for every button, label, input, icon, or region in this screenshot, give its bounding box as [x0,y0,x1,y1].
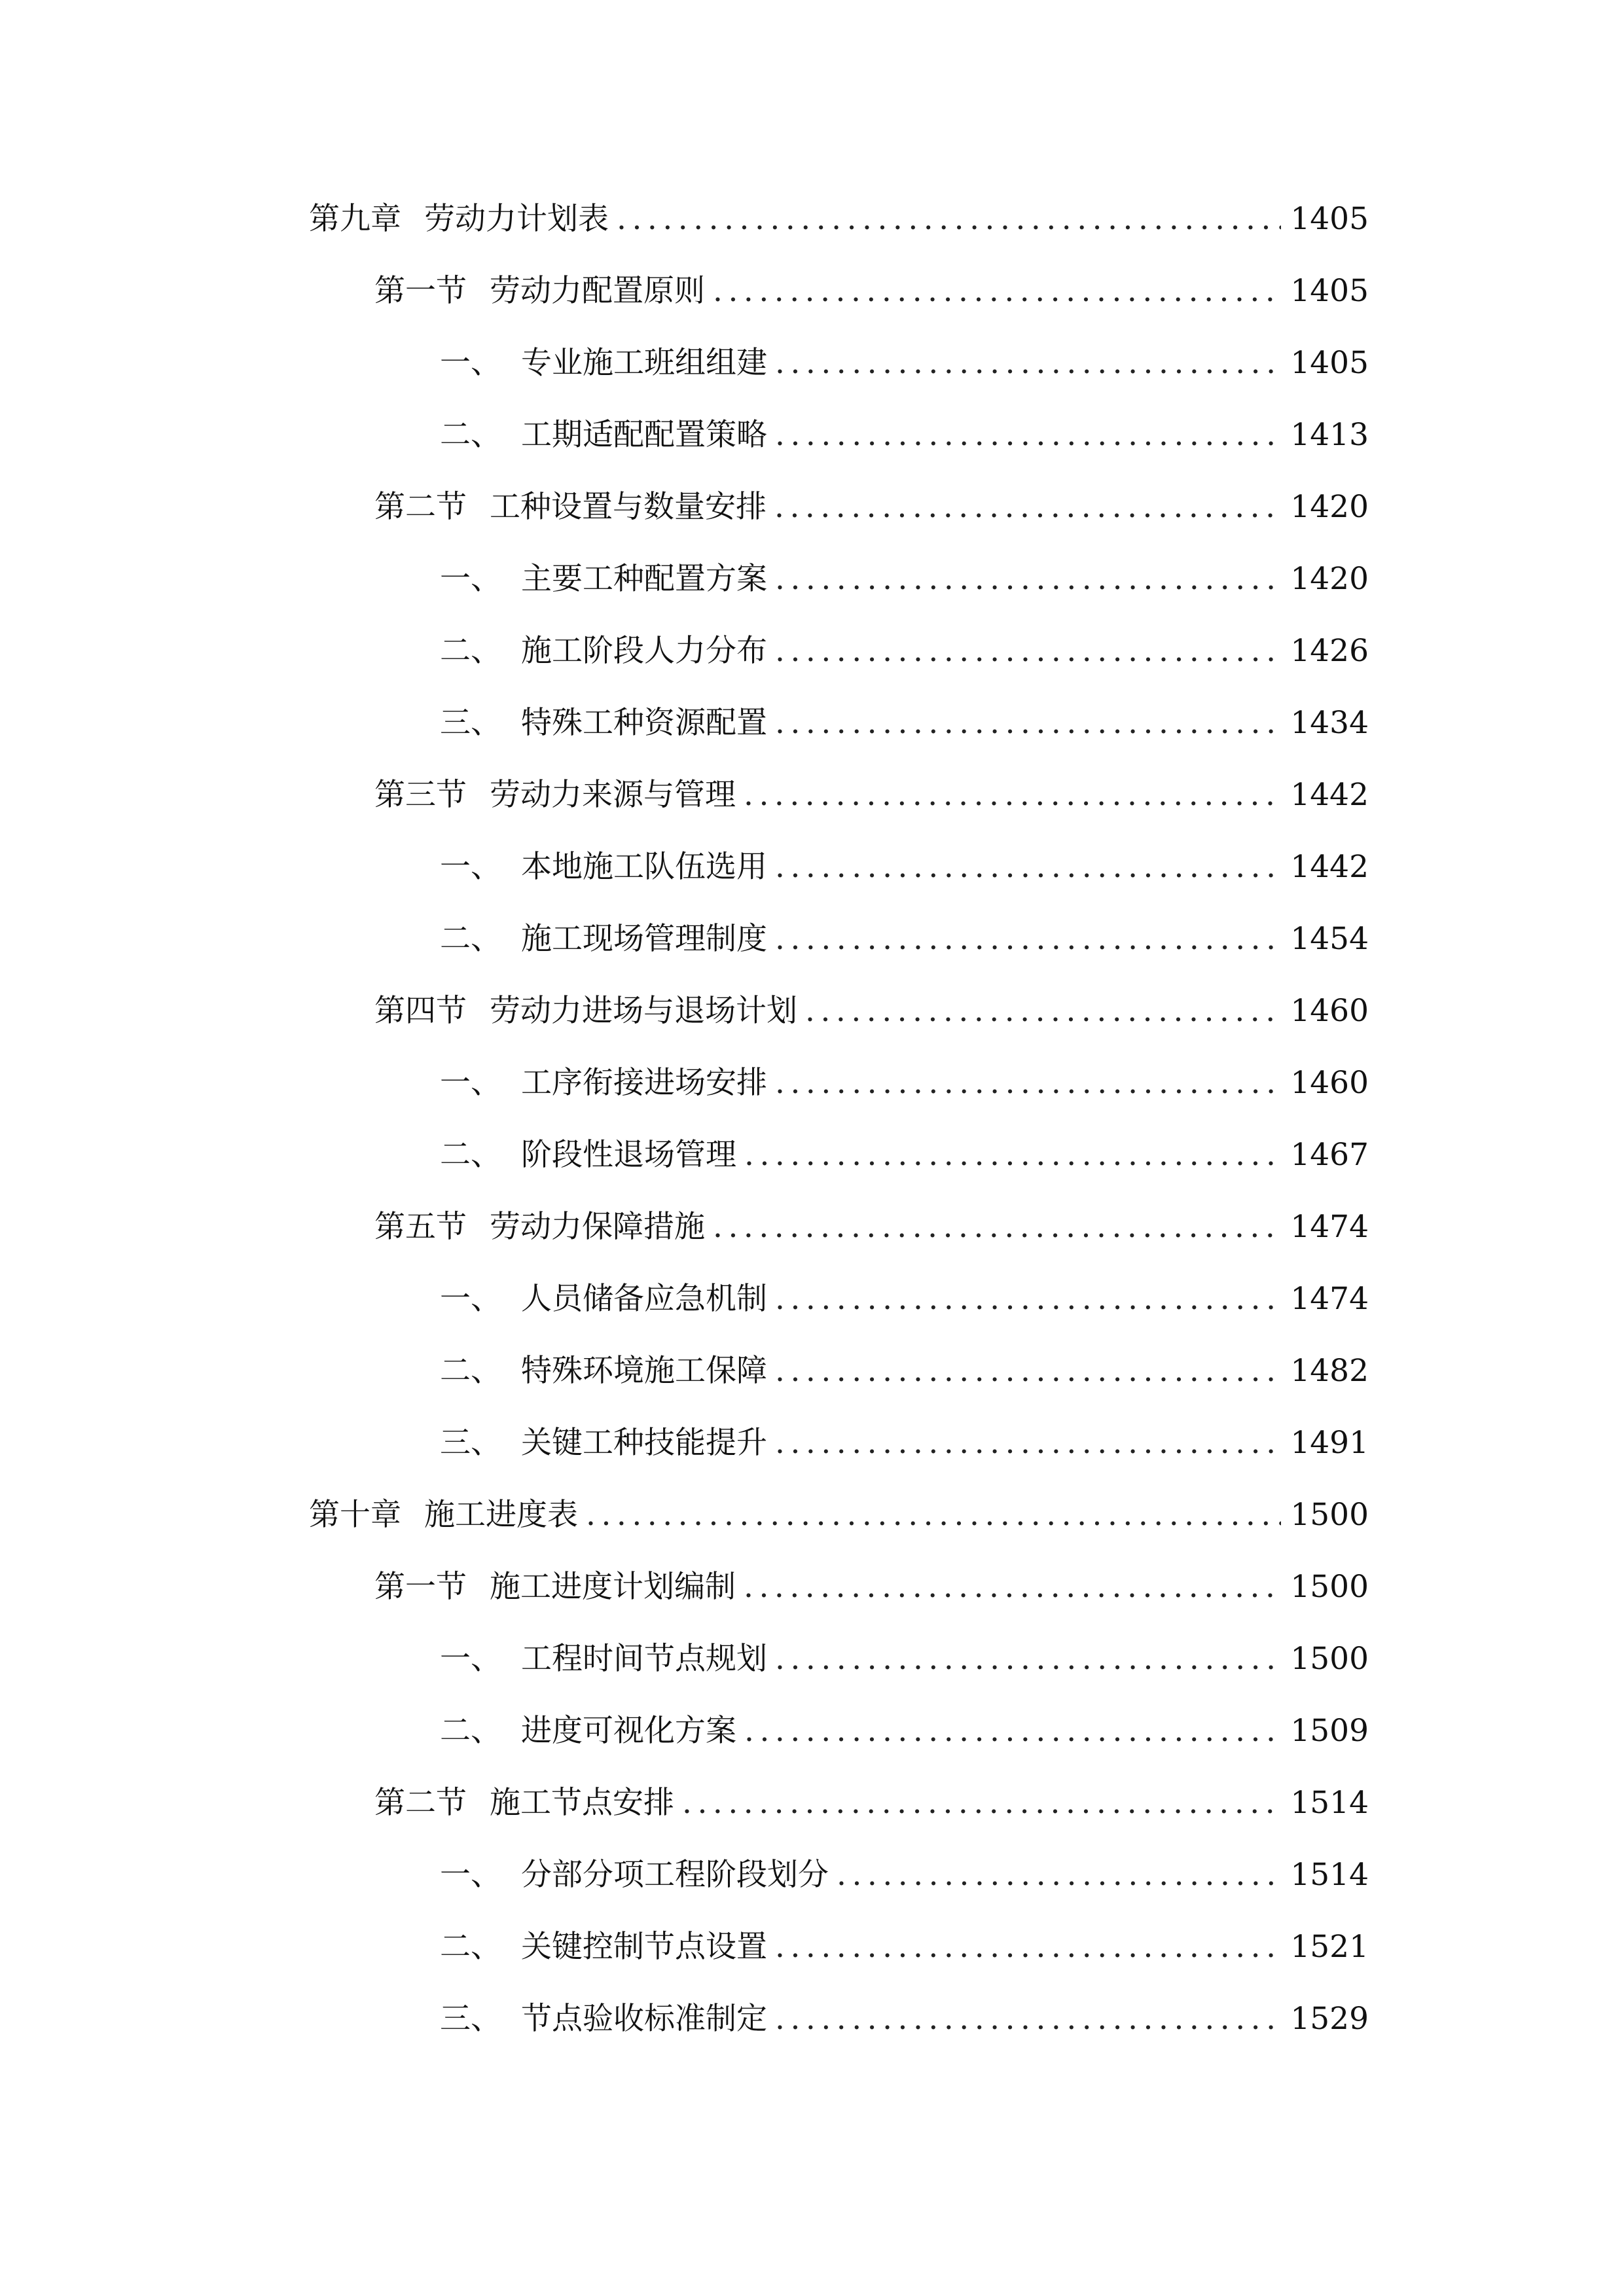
toc-leader-dots [837,1849,1281,1901]
toc-entry-label [440,1345,767,1397]
toc-entry-title: 分部分项工程阶段划分 [521,1857,829,1893]
toc-entry-page: 1514 [1290,1857,1369,1893]
toc-entry-title: 工期适配配置策略 [521,417,767,453]
toc-leader-dots [775,697,1281,749]
toc-entry-page: 1509 [1290,1713,1369,1749]
toc-leader-dots [713,265,1281,317]
toc-entry-title: 劳动力计划表 [424,201,609,237]
toc-entry-title: 劳动力来源与管理 [490,777,736,813]
toc-entry-number: 二、 [440,633,501,669]
toc-entry-page: 1514 [1290,1785,1369,1821]
toc-entry-subsection[interactable] [440,1921,1369,1973]
toc-leader-dots [744,769,1281,821]
toc-entry-label [309,193,609,245]
toc-entry-label [440,841,767,893]
toc-entry-subsection[interactable] [440,625,1369,677]
toc-entry-number: 二、 [440,1137,501,1173]
toc-entry-title: 工程时间节点规划 [521,1641,767,1677]
toc-entry-label [440,1057,767,1109]
toc-leader-dots [775,1993,1281,2045]
toc-leader-dots [775,409,1281,461]
toc-entry-section[interactable] [374,985,1369,1037]
toc-entry-number: 第三节 [374,777,467,813]
toc-entry-title: 施工现场管理制度 [521,921,767,957]
toc-entry-number: 第二节 [374,489,467,525]
toc-entry-number: 二、 [440,1713,501,1749]
toc-leader-dots [682,1777,1281,1829]
toc-entry-label [440,1273,767,1325]
toc-entry-number: 第一节 [374,1569,467,1605]
toc-entry-subsection[interactable] [440,913,1369,965]
toc-entry-label [440,625,767,677]
toc-entry-page: 1500 [1290,1497,1369,1533]
toc-entry-number: 第九章 [309,201,401,237]
toc-entry-title: 劳动力配置原则 [490,273,705,309]
toc-entry-page: 1491 [1290,1425,1369,1461]
toc-entry-subsection[interactable] [440,1993,1369,2045]
toc-entry-subsection[interactable] [440,841,1369,893]
toc-entry-number: 三、 [440,705,501,741]
toc-entry-number: 一、 [440,1857,501,1893]
toc-entry-label [440,1417,767,1469]
toc-entry-label [309,1489,578,1541]
toc-entry-section[interactable] [374,1561,1369,1613]
toc-entry-title: 工序衔接进场安排 [521,1065,767,1101]
toc-entry-title: 本地施工队伍选用 [521,849,767,885]
toc-entry-page: 1529 [1290,2001,1369,2037]
toc-entry-subsection[interactable] [440,1057,1369,1109]
toc-entry-title: 特殊工种资源配置 [521,705,767,741]
toc-leader-dots [775,1345,1281,1397]
toc-entry-page: 1420 [1290,489,1369,525]
toc-entry-number: 二、 [440,417,501,453]
toc-entry-subsection[interactable] [440,697,1369,749]
toc-entry-title: 施工节点安排 [490,1785,674,1821]
toc-entry-page: 1482 [1290,1353,1369,1389]
toc-entry-number: 二、 [440,1929,501,1965]
toc-entry-title: 关键控制节点设置 [521,1929,767,1965]
toc-leader-dots [744,1561,1281,1613]
toc-entry-label [440,553,767,605]
toc-entry-subsection[interactable] [440,409,1369,461]
toc-entry-subsection[interactable] [440,1273,1369,1325]
toc-entry-title: 专业施工班组组建 [521,345,767,381]
toc-leader-dots [586,1489,1281,1541]
toc-entry-number: 一、 [440,1065,501,1101]
toc-entry-title: 人员储备应急机制 [521,1281,767,1317]
toc-entry-subsection[interactable] [440,337,1369,389]
toc-entry-label [440,337,767,389]
toc-entry-number: 第一节 [374,273,467,309]
toc-entry-number: 第四节 [374,993,467,1029]
toc-entry-section[interactable] [374,265,1369,317]
toc-entry-label [374,985,797,1037]
toc-entry-label [440,409,767,461]
toc-entry-number: 三、 [440,2001,501,2037]
toc-entry-page: 1454 [1290,921,1369,957]
toc-entry-section[interactable] [374,769,1369,821]
toc-entry-number: 一、 [440,1641,501,1677]
toc-leader-dots [713,1201,1281,1253]
toc-entry-page: 1405 [1290,273,1369,309]
toc-entry-number: 一、 [440,1281,501,1317]
toc-entry-title: 工种设置与数量安排 [490,489,767,525]
toc-leader-dots [775,913,1281,965]
toc-entry-page: 1521 [1290,1929,1369,1965]
toc-entry-page: 1405 [1290,201,1369,237]
toc-entry-title: 阶段性退场管理 [521,1137,736,1173]
toc-leader-dots [805,985,1281,1037]
toc-entry-title: 关键工种技能提升 [521,1425,767,1461]
toc-entry-label [440,697,767,749]
toc-leader-dots [775,1633,1281,1685]
toc-entry-label [374,1201,705,1253]
toc-entry-label [374,1561,736,1613]
toc-entry-page: 1460 [1290,993,1369,1029]
toc-entry-subsection[interactable] [440,553,1369,605]
toc-entry-label [374,769,736,821]
toc-entry-chapter[interactable] [309,1489,1369,1541]
toc-entry-chapter[interactable] [309,193,1369,245]
toc-entry-section[interactable] [374,481,1369,533]
toc-entry-subsection[interactable] [440,1633,1369,1685]
toc-entry-label [440,1993,767,2045]
toc-entry-title: 施工进度计划编制 [490,1569,736,1605]
toc-entry-label [374,481,767,533]
toc-leader-dots [775,841,1281,893]
toc-leader-dots [617,193,1281,245]
toc-leader-dots [775,625,1281,677]
toc-entry-page: 1442 [1290,849,1369,885]
toc-entry-label [440,1705,736,1757]
toc-entry-number: 一、 [440,561,501,597]
toc-entry-number: 二、 [440,1353,501,1389]
toc-entry-title: 劳动力保障措施 [490,1209,705,1245]
toc-entry-number: 第十章 [309,1497,401,1533]
toc-entry-number: 一、 [440,345,501,381]
toc-entry-label [440,1849,829,1901]
toc-entry-title: 施工阶段人力分布 [521,633,767,669]
toc-entry-subsection[interactable] [440,1849,1369,1901]
toc-entry-title: 施工进度表 [424,1497,578,1533]
toc-entry-subsection[interactable] [440,1417,1369,1469]
toc-entry-number: 一、 [440,849,501,885]
toc-entry-number: 第五节 [374,1209,467,1245]
toc-entry-page: 1413 [1290,417,1369,453]
toc-entry-subsection[interactable] [440,1705,1369,1757]
toc-entry-page: 1500 [1290,1569,1369,1605]
toc-entry-title: 劳动力进场与退场计划 [490,993,797,1029]
toc-leader-dots [744,1129,1281,1181]
toc-entry-section[interactable] [374,1201,1369,1253]
toc-entry-number: 三、 [440,1425,501,1461]
toc-entry-number: 二、 [440,921,501,957]
toc-leader-dots [775,553,1281,605]
toc-entry-page: 1500 [1290,1641,1369,1677]
toc-entry-label [440,1921,767,1973]
toc-entry-title: 特殊环境施工保障 [521,1353,767,1389]
toc-entry-page: 1442 [1290,777,1369,813]
toc-entry-label [440,1129,736,1181]
toc-entry-title: 节点验收标准制定 [521,2001,767,2037]
toc-entry-subsection[interactable] [440,1345,1369,1397]
toc-entry-page: 1434 [1290,705,1369,741]
toc-entry-title: 进度可视化方案 [521,1713,736,1749]
toc-entry-page: 1474 [1290,1281,1369,1317]
toc-entry-page: 1420 [1290,561,1369,597]
toc-leader-dots [775,1417,1281,1469]
toc-leader-dots [775,337,1281,389]
toc-entry-label [374,1777,674,1829]
toc-entry-section[interactable] [374,1777,1369,1829]
toc-leader-dots [775,1273,1281,1325]
toc-entry-page: 1467 [1290,1137,1369,1173]
toc-entry-page: 1474 [1290,1209,1369,1245]
toc-entry-subsection[interactable] [440,1129,1369,1181]
toc-entry-label [374,265,705,317]
toc-entry-label [440,1633,767,1685]
toc-entry-page: 1405 [1290,345,1369,381]
toc-leader-dots [774,481,1281,533]
toc-entry-label [440,913,767,965]
toc-entry-page: 1426 [1290,633,1369,669]
toc-entry-title: 主要工种配置方案 [521,561,767,597]
toc-leader-dots [775,1921,1281,1973]
toc-leader-dots [744,1705,1281,1757]
toc-entry-number: 第二节 [374,1785,467,1821]
toc-leader-dots [775,1057,1281,1109]
toc-entry-page: 1460 [1290,1065,1369,1101]
